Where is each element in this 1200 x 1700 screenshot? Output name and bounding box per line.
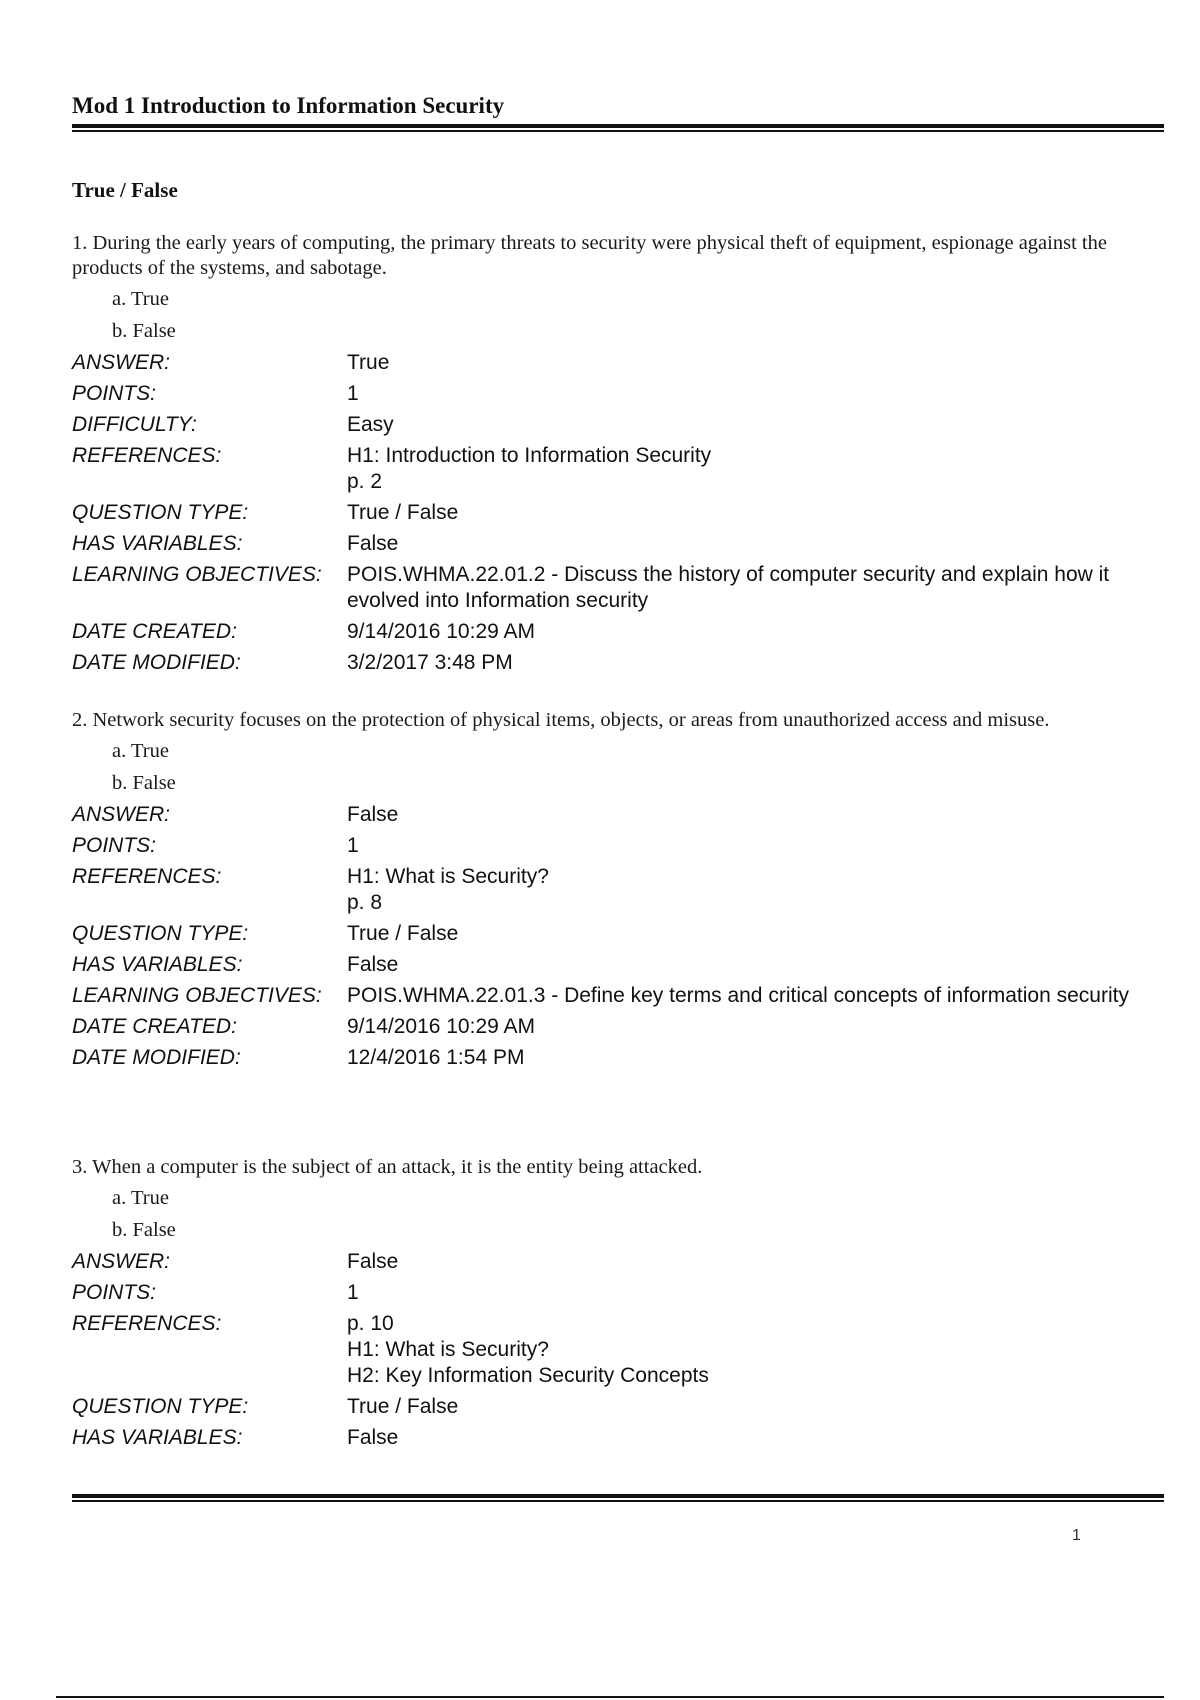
question-stem: 1. During the early years of computing, the primary threats to security were physical theft of equipment, espionage against the products of the systems, and sabotage.: [72, 232, 1107, 279]
meta-value-line: H2: Key Information Security Concepts: [347, 1364, 709, 1387]
document-title: Mod 1 Introduction to Information Security: [72, 93, 505, 118]
choice-true: a. True: [112, 1187, 169, 1209]
question-stem: 2. Network security focuses on the protection of physical items, objects, or areas from unauthorized access and misuse.: [72, 709, 1050, 731]
meta-label-references: REFERENCES:: [72, 444, 222, 467]
choice-list: [72, 735, 1164, 799]
meta-value-answer: [347, 1246, 1164, 1277]
meta-value-line: H1: What is Security?: [347, 865, 549, 888]
meta-label-question-type: QUESTION TYPE:: [72, 1395, 249, 1418]
question-2: [72, 708, 1164, 1073]
meta-label-points: POINTS:: [72, 382, 157, 405]
meta-value-line: H1: What is Security?: [347, 1338, 549, 1361]
meta-value-date-modified: [347, 647, 1164, 678]
meta-label-question-type: QUESTION TYPE:: [72, 922, 249, 945]
meta-value-line: True / False: [347, 501, 459, 524]
section-heading: True / False: [72, 178, 178, 202]
meta-value-answer: [347, 347, 1164, 378]
meta-label-has-variables: HAS VARIABLES:: [72, 953, 243, 976]
meta-value-line: False: [347, 532, 399, 555]
meta-value-line: False: [347, 1250, 399, 1273]
meta-value-line: p. 8: [347, 891, 383, 914]
meta-value-question-type: [347, 918, 1164, 949]
question-metadata: [72, 347, 1164, 678]
meta-label-points: POINTS:: [72, 1281, 157, 1304]
meta-value-points: [347, 830, 1164, 861]
meta-label-date-modified: DATE MODIFIED:: [72, 1046, 241, 1069]
meta-label-has-variables: HAS VARIABLES:: [72, 532, 243, 555]
meta-value-line: 3/2/2017 3:48 PM: [347, 651, 513, 674]
question-stem: 3. When a computer is the subject of an attack, it is the entity being attacked.: [72, 1156, 703, 1178]
meta-value-question-type: [347, 1391, 1164, 1422]
meta-value-learning-objectives: [347, 559, 1164, 616]
question-metadata: [72, 1246, 1164, 1453]
meta-label-learning-objectives: LEARNING OBJECTIVES:: [72, 563, 322, 586]
meta-label-answer: ANSWER:: [72, 803, 171, 826]
choice-true: a. True: [112, 740, 169, 762]
meta-value-line: POIS.WHMA.22.01.3 - Define key terms and critical concepts of information security: [347, 984, 1129, 1007]
meta-value-points: [347, 378, 1164, 409]
meta-value-line: 9/14/2016 10:29 AM: [347, 1015, 535, 1038]
meta-value-line: 1: [347, 834, 359, 857]
meta-value-answer: [347, 799, 1164, 830]
meta-value-line: True / False: [347, 922, 459, 945]
page-edge-line: [56, 1696, 1164, 1698]
meta-value-difficulty: [347, 409, 1164, 440]
choice-true: a. True: [112, 288, 169, 310]
meta-value-has-variables: [347, 1422, 1164, 1453]
meta-label-date-modified: DATE MODIFIED:: [72, 651, 241, 674]
meta-value-references: [347, 440, 1164, 497]
meta-value-line: 1: [347, 382, 359, 405]
footer-rule: [72, 1494, 1164, 1502]
meta-value-line: p. 2: [347, 470, 383, 493]
meta-value-line: 9/14/2016 10:29 AM: [347, 620, 535, 643]
meta-value-line: 1: [347, 1281, 359, 1304]
meta-value-date-modified: [347, 1042, 1164, 1073]
meta-label-question-type: QUESTION TYPE:: [72, 501, 249, 524]
meta-label-references: REFERENCES:: [72, 865, 222, 888]
choice-false: b. False: [112, 320, 176, 342]
meta-label-answer: ANSWER:: [72, 1250, 171, 1273]
meta-label-learning-objectives: LEARNING OBJECTIVES:: [72, 984, 322, 1007]
choice-list: [72, 1182, 1164, 1246]
meta-value-points: [347, 1277, 1164, 1308]
choice-false: b. False: [112, 772, 176, 794]
meta-label-references: REFERENCES:: [72, 1312, 222, 1335]
meta-label-has-variables: HAS VARIABLES:: [72, 1426, 243, 1449]
meta-value-question-type: [347, 497, 1164, 528]
meta-label-date-created: DATE CREATED:: [72, 620, 237, 643]
meta-value-references: [347, 861, 1164, 918]
meta-value-line: p. 10: [347, 1312, 394, 1335]
meta-value-line: False: [347, 803, 399, 826]
meta-label-difficulty: DIFFICULTY:: [72, 413, 197, 436]
question-metadata: [72, 799, 1164, 1073]
meta-value-line: 12/4/2016 1:54 PM: [347, 1046, 525, 1069]
meta-value-line: True / False: [347, 1395, 459, 1418]
question-1: [72, 231, 1164, 678]
meta-value-learning-objectives: [347, 980, 1164, 1011]
page-number: 1: [1072, 1527, 1081, 1544]
choice-list: [72, 283, 1164, 347]
meta-value-line: Easy: [347, 413, 394, 436]
meta-value-line: H1: Introduction to Information Security: [347, 444, 712, 467]
meta-value-date-created: [347, 1011, 1164, 1042]
meta-value-references: [347, 1308, 1164, 1391]
meta-label-points: POINTS:: [72, 834, 157, 857]
meta-value-has-variables: [347, 528, 1164, 559]
meta-value-line: POIS.WHMA.22.01.2 - Discuss the history of computer security and explain how it evolved into Information security: [347, 563, 1110, 612]
meta-value-line: True: [347, 351, 390, 374]
meta-value-has-variables: [347, 949, 1164, 980]
meta-label-date-created: DATE CREATED:: [72, 1015, 237, 1038]
meta-value-line: False: [347, 1426, 399, 1449]
meta-value-date-created: [347, 616, 1164, 647]
question-3: [72, 1155, 1164, 1453]
meta-value-line: False: [347, 953, 399, 976]
choice-false: b. False: [112, 1219, 176, 1241]
meta-label-answer: ANSWER:: [72, 351, 171, 374]
header-rule: [72, 124, 1164, 132]
